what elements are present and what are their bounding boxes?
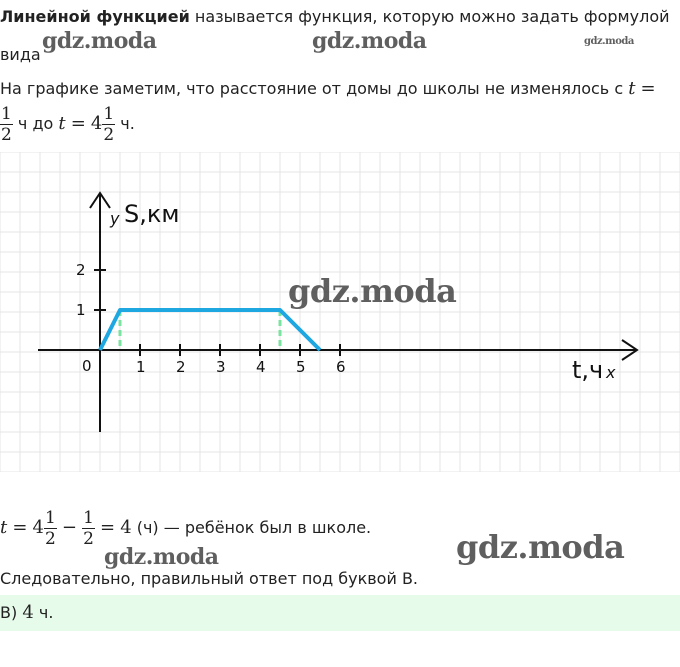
observation-unit-to: ч до bbox=[17, 114, 54, 133]
conclusion-text: Следовательно, правильный ответ под буквой В. bbox=[0, 569, 419, 588]
y-axis-letter: y bbox=[110, 209, 120, 228]
definition-text: называется функция, которую можно задать формулой bbox=[194, 7, 670, 26]
fraction-denominator: 2 bbox=[83, 529, 94, 549]
watermark: gdz.moda bbox=[456, 528, 625, 566]
origin-label: 0 bbox=[82, 357, 92, 375]
y-axis-label: S,км bbox=[124, 200, 180, 228]
fraction-numerator: 1 bbox=[103, 104, 115, 124]
distance-line bbox=[100, 310, 320, 350]
observation-fraction-start bbox=[0, 104, 13, 145]
calc-eq: = bbox=[12, 517, 28, 538]
watermark: gdz.moda bbox=[42, 28, 157, 54]
calc-fraction-2 bbox=[82, 508, 95, 549]
watermark: gdz.moda bbox=[104, 544, 219, 570]
x-axis-label: t,ч bbox=[572, 356, 604, 384]
graph-grid bbox=[0, 152, 680, 472]
y-tick-label: 2 bbox=[76, 261, 86, 279]
answer-prefix: В) bbox=[0, 603, 18, 622]
observation-eq2: = bbox=[70, 113, 86, 134]
calc-unit: (ч) — ребёнок был в школе. bbox=[136, 518, 372, 537]
calc-result: 4 bbox=[120, 517, 132, 538]
observation-line2 bbox=[0, 104, 680, 150]
observation-t-var2: t bbox=[58, 113, 66, 134]
x-tick-label: 3 bbox=[216, 358, 226, 376]
observation-text: На графике заметим, что расстояние от домы до школы не изменялось с bbox=[0, 79, 624, 98]
answer-value: 4 bbox=[22, 602, 34, 623]
x-tick-label: 2 bbox=[176, 358, 186, 376]
observation-unit-end: ч. bbox=[120, 114, 135, 133]
calc-whole1: 4 bbox=[32, 517, 44, 538]
definition-term: Линейной функцией bbox=[0, 7, 190, 26]
calc-fraction-1 bbox=[44, 508, 57, 549]
watermark: gdz.moda bbox=[288, 272, 457, 310]
observation-paragraph bbox=[0, 78, 680, 100]
observation-whole2: 4 bbox=[90, 113, 103, 134]
x-tick-label: 1 bbox=[136, 358, 146, 376]
fraction-denominator: 2 bbox=[44, 529, 56, 549]
calc-minus: − bbox=[61, 517, 77, 538]
observation-t-var: t bbox=[628, 78, 636, 99]
calc-eq2: = bbox=[100, 517, 116, 538]
watermark: gdz.moda bbox=[584, 36, 634, 47]
x-tick-label: 5 bbox=[296, 358, 306, 376]
answer-unit: ч. bbox=[38, 603, 54, 622]
distance-time-graph bbox=[0, 152, 680, 472]
fraction-denominator: 2 bbox=[103, 125, 115, 145]
fraction-numerator: 1 bbox=[83, 508, 94, 528]
definition-vida: вида bbox=[0, 45, 41, 64]
fraction-numerator: 1 bbox=[44, 508, 56, 528]
observation-fraction-end bbox=[102, 104, 115, 145]
x-axis-letter: x bbox=[606, 363, 616, 382]
definition-paragraph bbox=[0, 6, 680, 28]
x-tick-label: 6 bbox=[336, 358, 346, 376]
answer-bar bbox=[0, 595, 680, 631]
fraction-numerator: 1 bbox=[1, 104, 12, 124]
calc-t-var: t bbox=[0, 517, 8, 538]
observation-eq: = bbox=[640, 78, 656, 99]
y-tick-label: 1 bbox=[76, 301, 86, 319]
watermark: gdz.moda bbox=[312, 28, 427, 54]
x-tick-label: 4 bbox=[256, 358, 266, 376]
fraction-denominator: 2 bbox=[1, 125, 12, 145]
